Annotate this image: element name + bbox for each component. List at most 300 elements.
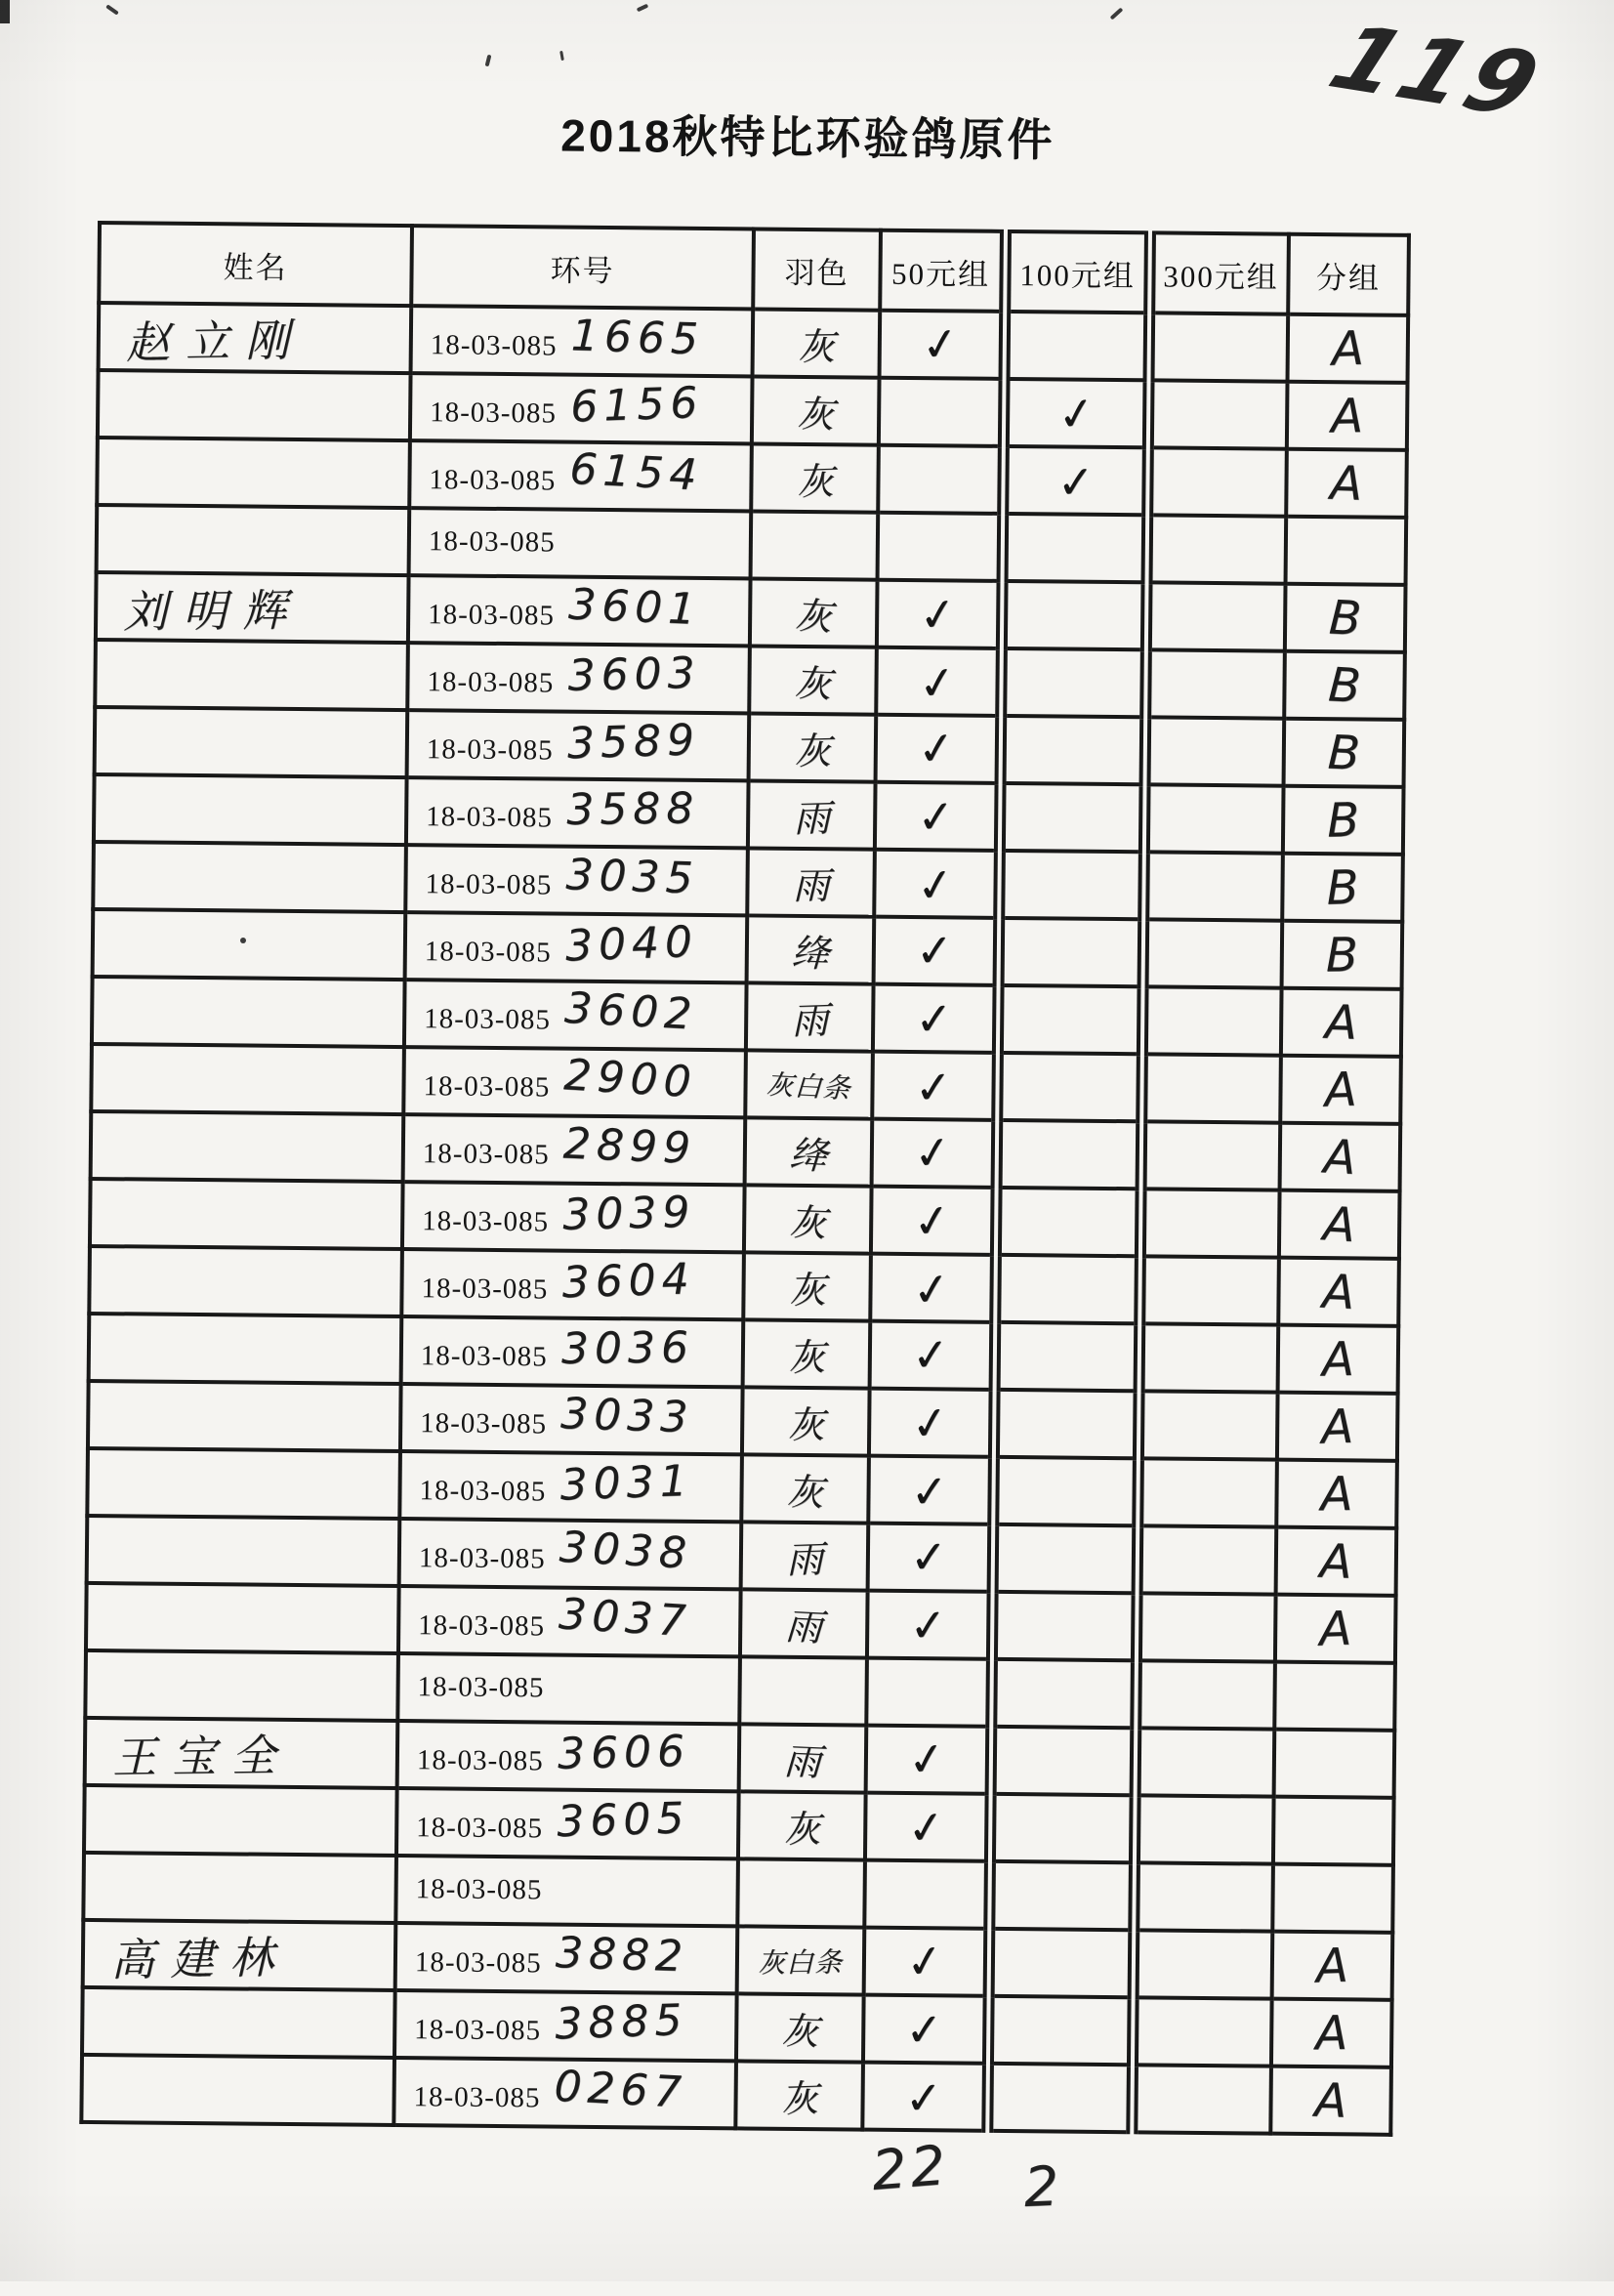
ring-number: 3033 — [559, 1389, 694, 1443]
table-row — [83, 1853, 1393, 1933]
group-100-cell — [990, 1794, 1136, 1862]
group-300-cell — [1145, 717, 1285, 785]
feather-color: 灰 — [796, 392, 835, 437]
ring-prefix: 18-03-085 — [413, 2081, 541, 2114]
checkmark: ✓ — [909, 1326, 952, 1383]
feather-color-cell — [747, 915, 875, 983]
group-letter: A — [1320, 1398, 1354, 1455]
feather-color-cell — [743, 1252, 871, 1320]
checkmark: ✓ — [913, 990, 954, 1046]
ring-verification-table — [79, 221, 1411, 2137]
name-cell — [83, 1920, 396, 1990]
group-letter-cell — [1278, 1258, 1399, 1326]
table-row — [92, 977, 1402, 1057]
group-letter-cell — [1270, 2066, 1391, 2135]
group-letter-cell — [1272, 1864, 1393, 1933]
group-100-cell — [1005, 312, 1150, 380]
feather-color-cell — [735, 2061, 863, 2129]
ring-number: 3589 — [566, 715, 701, 770]
feather-color: 灰 — [788, 1268, 827, 1313]
ring-cell — [393, 2058, 736, 2128]
ring-cell — [394, 1990, 737, 2061]
group-300-cell — [1145, 649, 1285, 718]
group-100-cell — [1003, 514, 1148, 582]
feather-color-cell — [741, 1454, 869, 1523]
ring-cell — [401, 1316, 744, 1387]
ring-number: 0267 — [553, 2061, 688, 2118]
checkmark: ✓ — [912, 1059, 954, 1114]
checkmark: ✓ — [914, 788, 957, 845]
table-row — [96, 572, 1406, 652]
feather-color-cell — [741, 1522, 869, 1590]
table-row — [88, 1381, 1398, 1461]
ring-cell — [401, 1249, 744, 1319]
group-100-cell — [993, 1457, 1138, 1525]
name-cell — [88, 1381, 401, 1451]
group-50-cell — [865, 1793, 991, 1861]
table-row — [85, 1650, 1395, 1731]
feather-color: 雨 — [785, 1537, 824, 1582]
group-100-cell — [987, 2064, 1133, 2132]
name-cell — [93, 909, 406, 980]
ring-prefix: 18-03-085 — [428, 525, 556, 559]
ring-cell — [400, 1384, 743, 1454]
table-row — [95, 707, 1405, 787]
group-50-cell — [878, 445, 1004, 514]
group-50-cell — [864, 1860, 990, 1929]
group-50-cell — [879, 378, 1005, 446]
table-row — [87, 1516, 1397, 1596]
group-letter-cell — [1286, 449, 1407, 518]
ring-number: 2899 — [561, 1118, 697, 1175]
group-100-cell — [989, 1861, 1135, 1930]
group-letter-cell — [1273, 1797, 1394, 1865]
name-cell — [85, 1718, 398, 1788]
feather-color: 灰白条 — [758, 1945, 844, 1979]
ring-cell — [396, 1788, 739, 1858]
group-300-cell — [1137, 1593, 1276, 1661]
checkmark: ✓ — [910, 1123, 955, 1181]
group-100-cell — [993, 1524, 1138, 1593]
feather-color: 灰 — [787, 1402, 825, 1447]
table-row — [84, 1785, 1394, 1865]
table-row — [81, 2055, 1391, 2135]
ring-prefix: 18-03-085 — [420, 1340, 548, 1373]
feather-color-cell — [747, 848, 875, 916]
group-letter-cell — [1284, 651, 1405, 720]
group-letter-cell — [1284, 719, 1405, 787]
ring-number: 3038 — [558, 1522, 694, 1579]
group-letter-cell — [1285, 584, 1406, 652]
group-letter-cell — [1282, 921, 1403, 989]
ring-cell — [398, 1586, 741, 1656]
name-cell — [85, 1650, 398, 1721]
feather-color-cell — [737, 1926, 865, 1994]
group-100-cell — [999, 918, 1144, 986]
group-letter-cell — [1274, 1730, 1395, 1798]
ring-cell — [403, 1114, 746, 1185]
table-row — [93, 842, 1403, 922]
group-50-cell — [863, 1995, 989, 2064]
group-50-cell — [873, 984, 999, 1053]
group-letter-cell — [1276, 1527, 1397, 1596]
scan-speck — [240, 938, 246, 943]
feather-color-cell — [751, 511, 879, 579]
feather-color: 雨 — [792, 796, 831, 841]
ring-number: 1665 — [569, 311, 705, 365]
ring-cell — [395, 1856, 738, 1926]
group-letter: A — [1318, 1601, 1353, 1657]
group-50-cell — [862, 2063, 988, 2131]
col-header-name: 姓名 — [99, 223, 412, 306]
checkmark: ✓ — [915, 585, 960, 643]
group-100-cell — [1002, 581, 1147, 649]
feather-color-cell — [752, 376, 880, 444]
group-300-cell — [1133, 1997, 1272, 2066]
ring-number: 3040 — [563, 916, 699, 972]
group-300-cell — [1147, 515, 1287, 583]
group-50-cell — [874, 917, 1000, 985]
group-50-cell — [866, 1726, 992, 1794]
group-100-cell — [997, 1053, 1142, 1121]
checkmark: ✓ — [909, 1191, 954, 1250]
table-row — [94, 774, 1404, 855]
feather-color-cell — [748, 780, 876, 849]
group-letter: A — [1315, 1938, 1349, 1994]
checkmark: ✓ — [908, 1463, 950, 1519]
group-letter: A — [1321, 1195, 1357, 1253]
feather-color: 雨 — [792, 863, 830, 908]
ring-prefix: 18-03-085 — [424, 936, 552, 969]
group-100-cell — [1001, 648, 1146, 717]
name-cell — [98, 370, 411, 440]
group-50-cell — [871, 1187, 997, 1255]
group-50-cell — [876, 647, 1002, 716]
group-300-cell — [1146, 582, 1286, 650]
ring-prefix: 18-03-085 — [414, 1946, 542, 1980]
group-300-cell — [1138, 1391, 1278, 1459]
name-cell — [89, 1314, 402, 1384]
group-100-cell — [989, 1929, 1135, 1997]
feather-color: 灰 — [780, 2076, 819, 2121]
feather-color: 灰 — [793, 593, 834, 640]
name-cell — [90, 1179, 403, 1249]
total-50yuan-count: 22 — [869, 2134, 952, 2204]
ring-number: 3035 — [564, 850, 700, 904]
group-50-cell — [872, 1119, 998, 1188]
group-50-cell — [877, 580, 1003, 648]
table-row — [83, 1920, 1393, 2000]
group-50-cell — [878, 513, 1004, 581]
feather-color: 灰 — [787, 1335, 826, 1380]
table-row — [97, 505, 1407, 585]
group-50-cell — [864, 1928, 990, 1996]
name-cell — [97, 438, 410, 508]
ring-prefix: 18-03-085 — [430, 329, 558, 362]
ring-cell — [406, 777, 749, 848]
scan-edge-mark — [0, 0, 10, 23]
ring-cell — [409, 508, 752, 578]
table-row — [99, 303, 1409, 383]
ring-cell — [409, 440, 752, 511]
name-cell — [94, 774, 407, 845]
group-letter: A — [1324, 994, 1358, 1051]
group-letter: A — [1313, 2072, 1348, 2129]
group-100-cell — [991, 1659, 1137, 1728]
group-letter: B — [1326, 792, 1360, 849]
checkmark: ✓ — [917, 314, 963, 373]
group-letter-cell — [1281, 988, 1402, 1057]
ring-number: 3602 — [562, 982, 699, 1040]
group-letter: A — [1330, 388, 1364, 443]
group-300-cell — [1135, 1795, 1274, 1863]
group-300-cell — [1136, 1728, 1275, 1796]
group-letter-cell — [1279, 1190, 1400, 1259]
ring-cell — [405, 845, 748, 915]
group-300-cell — [1139, 1323, 1279, 1392]
group-50-cell — [866, 1658, 992, 1727]
ring-number: 2900 — [562, 1050, 698, 1108]
group-50-cell — [868, 1456, 994, 1524]
table-row — [91, 1044, 1401, 1124]
ring-cell — [402, 1182, 745, 1252]
checkmark: ✓ — [912, 856, 958, 914]
ring-prefix: 18-03-085 — [429, 464, 557, 497]
checkmark: ✓ — [903, 2069, 944, 2125]
group-300-cell — [1141, 1054, 1281, 1122]
group-100-cell — [1003, 446, 1148, 515]
group-letter: A — [1322, 1128, 1358, 1186]
group-50-cell — [872, 1052, 998, 1120]
checkmark: ✓ — [908, 1528, 949, 1584]
ring-number: 3036 — [560, 1322, 695, 1375]
group-100-cell — [1004, 379, 1149, 447]
feather-color-cell — [740, 1589, 868, 1657]
name-cell — [93, 842, 406, 912]
feather-color-cell — [749, 646, 877, 714]
group-letter-cell — [1280, 1056, 1401, 1124]
group-50-cell — [867, 1591, 993, 1659]
feather-color: 雨 — [782, 1739, 822, 1784]
group-letter: A — [1321, 1264, 1356, 1320]
group-100-cell — [992, 1592, 1138, 1660]
feather-color: 灰 — [793, 661, 833, 706]
feather-color-cell — [743, 1319, 871, 1388]
checkmark: ✓ — [903, 2001, 944, 2057]
col-header-100yuan-group: 100元组 — [1005, 231, 1150, 313]
checkmark: ✓ — [901, 1932, 947, 1990]
table-row — [85, 1718, 1395, 1798]
group-300-cell — [1140, 1189, 1280, 1257]
name-cell — [87, 1516, 400, 1586]
name-cell — [87, 1448, 400, 1519]
ring-number: 3588 — [565, 783, 700, 836]
col-header-ring-number: 环号 — [411, 226, 754, 309]
group-50-cell — [869, 1389, 995, 1457]
feather-color: 绛 — [788, 1132, 828, 1179]
feather-color: 灰 — [793, 729, 832, 773]
ring-prefix: 18-03-085 — [425, 868, 553, 901]
feather-color: 灰 — [797, 324, 836, 369]
ring-cell — [397, 1653, 740, 1724]
group-300-cell — [1144, 784, 1284, 853]
group-letter: A — [1319, 1533, 1353, 1590]
ring-cell — [411, 306, 754, 376]
feather-color: 绛 — [791, 931, 830, 976]
group-letter: B — [1326, 656, 1363, 714]
group-letter: B — [1326, 725, 1361, 781]
group-letter: B — [1327, 589, 1363, 647]
owner-name: 刘明辉 — [123, 584, 303, 638]
table-row — [93, 909, 1403, 989]
checkmark: ✓ — [1055, 454, 1097, 510]
group-100-cell — [999, 851, 1144, 919]
table-row — [97, 438, 1407, 518]
group-50-cell — [876, 715, 1002, 783]
group-letter-cell — [1280, 1123, 1401, 1191]
group-letter-cell — [1283, 786, 1404, 855]
ring-cell — [403, 1047, 746, 1117]
name-cell — [84, 1785, 397, 1856]
group-letter-cell — [1288, 314, 1409, 383]
group-300-cell — [1132, 2065, 1271, 2133]
ring-prefix: 18-03-085 — [418, 1542, 546, 1575]
ring-number: 3601 — [567, 579, 703, 636]
group-letter-cell — [1277, 1393, 1398, 1461]
ring-prefix: 18-03-085 — [424, 1003, 552, 1036]
group-300-cell — [1134, 1930, 1273, 1998]
feather-color-cell — [749, 713, 877, 781]
name-cell — [86, 1583, 399, 1653]
table-row — [98, 370, 1408, 450]
group-50-cell — [870, 1254, 996, 1322]
ring-prefix: 18-03-085 — [420, 1407, 548, 1440]
ring-prefix: 18-03-085 — [428, 599, 556, 632]
ring-number: 3604 — [560, 1254, 696, 1309]
group-300-cell — [1138, 1458, 1277, 1526]
group-letter-cell — [1275, 1595, 1396, 1663]
feather-color-cell — [745, 1050, 873, 1118]
ring-cell — [404, 980, 747, 1050]
group-300-cell — [1147, 447, 1287, 516]
group-50-cell — [874, 850, 1000, 918]
header-row — [99, 223, 1409, 315]
feather-color: 灰 — [782, 1807, 821, 1852]
col-header-50yuan-group: 50元组 — [880, 230, 1006, 312]
owner-name: 高建林 — [109, 1931, 290, 1986]
ring-number: 6154 — [568, 443, 704, 501]
ring-prefix: 18-03-085 — [418, 1609, 546, 1643]
ring-cell — [397, 1721, 740, 1791]
feather-color-cell — [751, 443, 879, 512]
ring-number: 3882 — [555, 1928, 689, 1983]
feather-color: 灰 — [785, 1470, 825, 1515]
group-300-cell — [1141, 1121, 1281, 1190]
checkmark: ✓ — [909, 1260, 953, 1317]
name-cell — [99, 303, 412, 373]
name-cell — [97, 505, 410, 575]
ring-table-body — [81, 303, 1408, 2135]
owner-name: 赵立刚 — [125, 313, 306, 369]
ring-prefix: 18-03-085 — [426, 801, 554, 834]
col-header-300yuan-group: 300元组 — [1149, 232, 1289, 313]
ring-prefix: 18-03-085 — [419, 1475, 547, 1508]
col-header-feather-color: 羽色 — [753, 229, 881, 310]
group-50-cell — [870, 1321, 996, 1390]
group-letter: A — [1329, 455, 1364, 512]
group-letter: A — [1321, 1331, 1355, 1388]
group-letter-cell — [1286, 517, 1407, 585]
ring-number: 3039 — [561, 1187, 696, 1240]
feather-color: 雨 — [790, 998, 830, 1043]
feather-color-cell — [742, 1387, 870, 1455]
ring-prefix: 18-03-085 — [422, 1138, 550, 1171]
group-50-cell — [880, 311, 1006, 379]
name-cell — [81, 2055, 394, 2125]
ring-prefix: 18-03-085 — [423, 1070, 551, 1104]
group-100-cell — [988, 1996, 1134, 2065]
handwritten-page-number: 119 — [1315, 6, 1558, 138]
owner-name: 王宝全 — [111, 1729, 292, 1784]
name-cell — [95, 640, 408, 710]
ring-prefix: 18-03-085 — [416, 1812, 544, 1845]
table-row — [82, 1987, 1392, 2067]
group-letter: A — [1331, 320, 1365, 377]
checkmark: ✓ — [907, 1394, 953, 1452]
table-row — [91, 1111, 1401, 1191]
feather-color-cell — [736, 1993, 864, 2062]
group-letter-cell — [1278, 1325, 1399, 1394]
ring-cell — [408, 575, 751, 646]
group-50-cell — [875, 782, 1001, 851]
feather-color-cell — [745, 1117, 873, 1186]
col-header-group: 分组 — [1288, 234, 1409, 315]
name-cell — [89, 1246, 402, 1316]
group-300-cell — [1148, 380, 1288, 448]
feather-color-cell — [753, 309, 881, 377]
ring-prefix: 18-03-085 — [416, 1744, 544, 1777]
ring-cell — [399, 1519, 742, 1589]
ring-cell — [395, 1923, 738, 1993]
group-letter: A — [1323, 1062, 1358, 1118]
ring-prefix: 18-03-085 — [422, 1205, 550, 1238]
group-50-cell — [868, 1524, 994, 1592]
name-cell — [96, 572, 409, 643]
table-row — [89, 1246, 1399, 1326]
ring-prefix: 18-03-085 — [421, 1273, 549, 1306]
ring-prefix: 18-03-085 — [414, 2014, 542, 2047]
feather-color: 灰 — [795, 459, 835, 504]
ring-number: 3031 — [559, 1455, 694, 1511]
checkmark: ✓ — [914, 922, 955, 978]
group-letter: A — [1315, 2005, 1348, 2061]
ring-prefix: 18-03-085 — [426, 733, 554, 767]
group-letter-cell — [1276, 1460, 1397, 1528]
group-300-cell — [1138, 1525, 1277, 1594]
table-row — [87, 1448, 1397, 1528]
table-row — [86, 1583, 1396, 1663]
ring-cell — [399, 1451, 742, 1522]
feather-color-cell — [737, 1858, 865, 1927]
feather-color-cell — [739, 1724, 867, 1792]
feather-color-cell — [738, 1791, 866, 1859]
checkmark: ✓ — [904, 1798, 948, 1856]
ring-number: 3885 — [554, 1994, 688, 2050]
checkmark: ✓ — [914, 719, 959, 776]
group-100-cell — [1001, 716, 1146, 784]
table-row — [95, 640, 1405, 720]
group-100-cell — [995, 1322, 1140, 1391]
